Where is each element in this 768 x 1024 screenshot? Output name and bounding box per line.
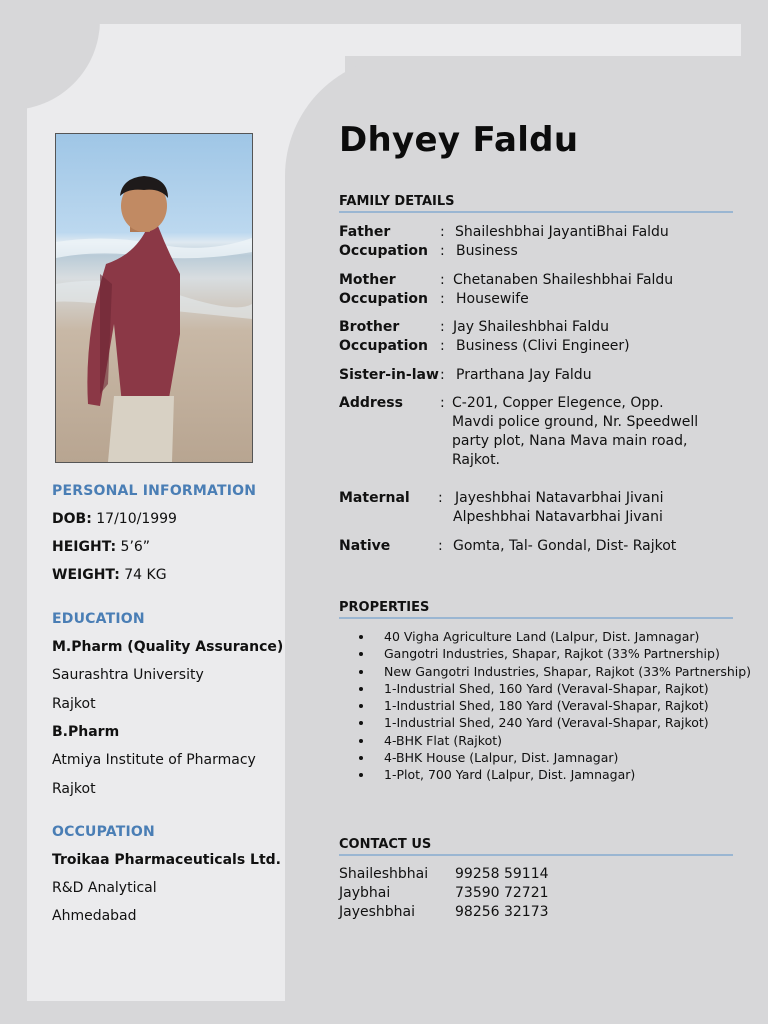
occupation-line: Troikaa Pharmaceuticals Ltd.: [52, 852, 281, 868]
row-value: Business (Clivi Engineer): [456, 338, 630, 354]
row-colon: :: [440, 319, 445, 335]
row-colon: :: [440, 338, 445, 354]
row-label: Native: [339, 538, 391, 554]
education-line: Saurashtra University: [52, 667, 204, 683]
properties-list: [339, 628, 768, 784]
education-line: Rajkot: [52, 696, 96, 712]
education-line: Atmiya Institute of Pharmacy: [52, 752, 256, 768]
occupation-heading: OCCUPATION: [52, 824, 155, 840]
dob-value: 17/10/1999: [96, 511, 177, 527]
address-line: C-201, Copper Elegence, Opp.: [452, 395, 664, 411]
height-value: 5’6”: [120, 539, 151, 555]
weight-line: [52, 567, 167, 583]
row-colon: :: [440, 243, 445, 259]
contact-phone: 73590 72721: [455, 885, 549, 901]
dob-line: [52, 511, 177, 527]
properties-heading: PROPERTIES: [339, 600, 733, 619]
row-value: Business: [456, 243, 518, 259]
list-item: New Gangotri Industries, Shapar, Rajkot (33% Partnership): [384, 663, 768, 680]
row-colon: :: [440, 224, 445, 240]
person-name: Dhyey Faldu: [339, 120, 579, 160]
row-label: Mother: [339, 272, 396, 288]
row-label: Address: [339, 395, 403, 411]
contact-phone: 99258 59114: [455, 866, 549, 882]
education-line: B.Pharm: [52, 724, 120, 740]
row-colon: :: [440, 367, 445, 383]
row-colon: :: [440, 395, 445, 411]
row-value: Gomta, Tal- Gondal, Dist- Rajkot: [453, 538, 677, 554]
contact-name: Jaybhai: [339, 885, 391, 901]
row-label: Brother: [339, 319, 400, 335]
row-value: Housewife: [456, 291, 529, 307]
address-line: party plot, Nana Mava main road,: [452, 433, 688, 449]
row-label: Occupation: [339, 291, 429, 307]
weight-label: WEIGHT:: [52, 567, 120, 583]
row-value: Chetanaben Shaileshbhai Faldu: [453, 272, 674, 288]
contact-name: Shaileshbhai: [339, 866, 429, 882]
contact-name: Jayeshbhai: [339, 904, 416, 920]
profile-photo: [55, 133, 253, 463]
education-line: Rajkot: [52, 781, 96, 797]
height-line: [52, 539, 150, 555]
education-line: M.Pharm (Quality Assurance): [52, 639, 284, 655]
list-item: 4-BHK Flat (Rajkot): [384, 732, 768, 749]
row-value: Shaileshbhai JayantiBhai Faldu: [455, 224, 669, 240]
address-line: Mavdi police ground, Nr. Speedwell: [452, 414, 699, 430]
top-band: [27, 24, 741, 56]
list-item: 1-Industrial Shed, 160 Yard (Veraval-Shapar, Rajkot): [384, 680, 768, 697]
height-label: HEIGHT:: [52, 539, 117, 555]
education-heading: EDUCATION: [52, 611, 145, 627]
list-item: 1-Industrial Shed, 240 Yard (Veraval-Shapar, Rajkot): [384, 714, 768, 731]
list-item: 4-BHK House (Lalpur, Dist. Jamnagar): [384, 749, 768, 766]
address-value: [452, 394, 722, 470]
address-line: Rajkot.: [452, 452, 501, 468]
dob-label: DOB:: [52, 511, 92, 527]
occupation-line: R&D Analytical: [52, 880, 157, 896]
row-label: Sister-in-law: [339, 367, 439, 383]
row-label: Maternal: [339, 490, 410, 506]
occupation-line: Ahmedabad: [52, 908, 137, 924]
row-colon: :: [440, 272, 445, 288]
row-colon: :: [440, 291, 445, 307]
contact-heading: CONTACT US: [339, 837, 733, 856]
weight-value: 74 KG: [124, 567, 167, 583]
row-colon: :: [438, 538, 443, 554]
row-value: Prarthana Jay Faldu: [456, 367, 592, 383]
family-details-heading: FAMILY DETAILS: [339, 194, 733, 213]
row-label: Occupation: [339, 243, 429, 259]
personal-info-heading: PERSONAL INFORMATION: [52, 483, 257, 499]
list-item: 40 Vigha Agriculture Land (Lalpur, Dist. Jamnagar): [384, 628, 768, 645]
row-label: Occupation: [339, 338, 429, 354]
row-value: Jayeshbhai Natavarbhai Jivani: [455, 490, 664, 506]
row-colon: :: [438, 490, 443, 506]
row-value: Jay Shaileshbhai Faldu: [453, 319, 610, 335]
list-item: Gangotri Industries, Shapar, Rajkot (33% Partnership): [384, 645, 768, 662]
list-item: 1-Industrial Shed, 180 Yard (Veraval-Shapar, Rajkot): [384, 697, 768, 714]
row-label: Father: [339, 224, 391, 240]
list-item: 1-Plot, 700 Yard (Lalpur, Dist. Jamnagar): [384, 766, 768, 783]
row-value: Alpeshbhai Natavarbhai Jivani: [453, 509, 663, 525]
contact-phone: 98256 32173: [455, 904, 549, 920]
